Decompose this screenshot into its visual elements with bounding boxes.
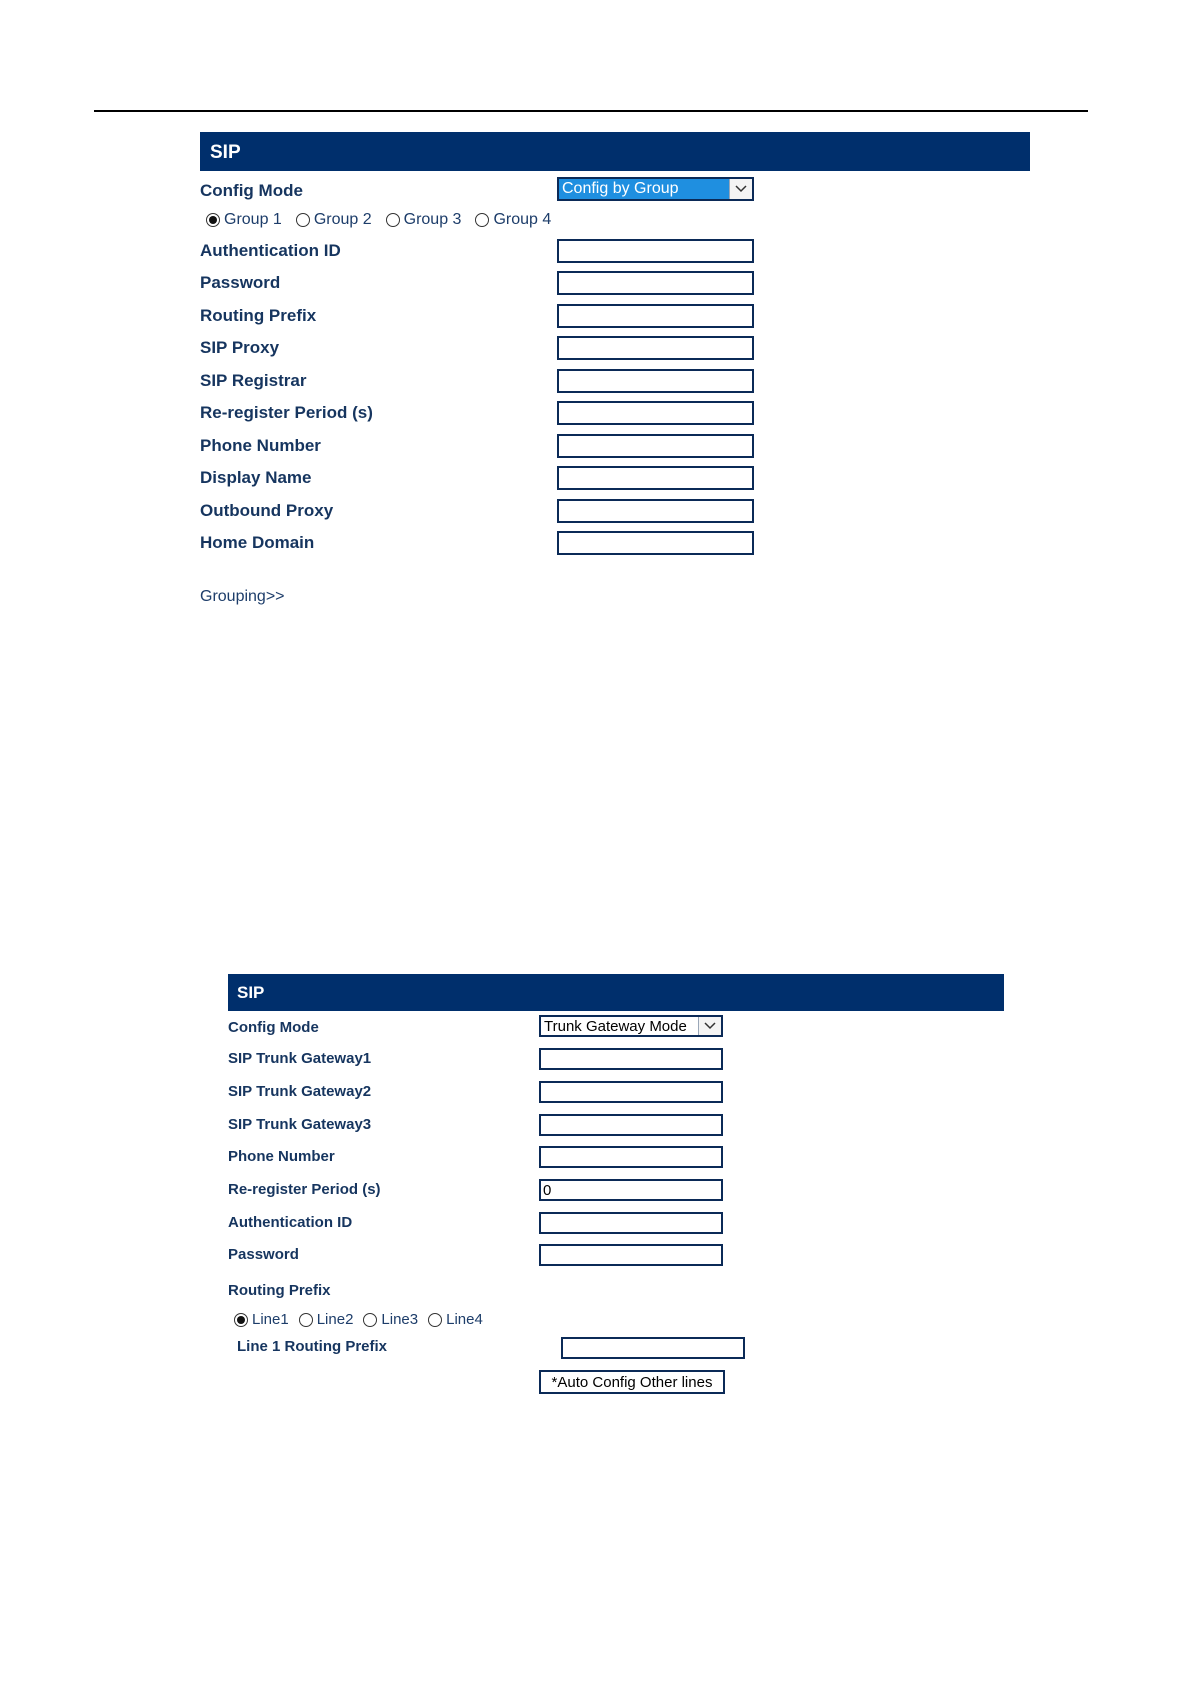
radio-circle-icon bbox=[386, 213, 400, 227]
config-mode-value: Config by Group bbox=[559, 179, 729, 199]
radio-group-1[interactable] bbox=[206, 211, 282, 229]
phone-number-input[interactable] bbox=[557, 434, 754, 458]
radio-circle-icon bbox=[428, 1313, 442, 1327]
radio-label: Group 2 bbox=[313, 211, 372, 228]
home-domain-label: Home Domain bbox=[200, 533, 315, 552]
re-register-period-s-input[interactable] bbox=[539, 1179, 723, 1201]
radio-line1[interactable] bbox=[234, 1311, 289, 1328]
re-register-period-s-input[interactable] bbox=[557, 401, 754, 425]
authentication-id-label: Authentication ID bbox=[228, 1214, 353, 1231]
page-rule bbox=[94, 110, 1088, 112]
display-name-input[interactable] bbox=[557, 466, 754, 490]
sip-trunk-gateway1-label: SIP Trunk Gateway1 bbox=[228, 1050, 372, 1067]
radio-line2[interactable] bbox=[299, 1311, 354, 1328]
sip-trunk-gateway2-label: SIP Trunk Gateway2 bbox=[228, 1083, 372, 1100]
outbound-proxy-input[interactable] bbox=[557, 499, 754, 523]
outbound-proxy-label: Outbound Proxy bbox=[200, 501, 334, 520]
radio-label: Line1 bbox=[252, 1311, 289, 1328]
phone-number-input[interactable] bbox=[539, 1146, 723, 1168]
grouping-link[interactable]: Grouping>> bbox=[200, 588, 285, 605]
radio-circle-icon bbox=[206, 213, 220, 227]
radio-label: Line4 bbox=[446, 1311, 483, 1328]
radio-circle-icon bbox=[475, 213, 489, 227]
password-input[interactable] bbox=[539, 1244, 723, 1266]
sip-registrar-label: SIP Registrar bbox=[200, 371, 307, 390]
radio-group-4[interactable] bbox=[475, 211, 551, 229]
config-mode-select[interactable] bbox=[539, 1015, 723, 1037]
password-label: Password bbox=[200, 273, 281, 292]
radio-label: Group 4 bbox=[493, 211, 552, 228]
routing-prefix-input[interactable] bbox=[557, 304, 754, 328]
password-label: Password bbox=[228, 1246, 299, 1263]
password-input[interactable] bbox=[557, 271, 754, 295]
authentication-id-input[interactable] bbox=[557, 239, 754, 263]
radio-circle-icon bbox=[363, 1313, 377, 1327]
radio-group-3[interactable] bbox=[386, 211, 462, 229]
config-mode-value: Trunk Gateway Mode bbox=[544, 1017, 687, 1035]
config-mode-label: Config Mode bbox=[200, 181, 303, 200]
radio-line4[interactable] bbox=[428, 1311, 483, 1328]
display-name-label: Display Name bbox=[200, 468, 312, 487]
radio-label: Group 1 bbox=[224, 211, 282, 228]
radio-group-2[interactable] bbox=[296, 211, 372, 229]
authentication-id-input[interactable] bbox=[539, 1212, 723, 1234]
routing-prefix-label: Routing Prefix bbox=[200, 306, 317, 325]
sip-registrar-input[interactable] bbox=[557, 369, 754, 393]
line-radio-row bbox=[234, 1311, 493, 1328]
sip-panel-group bbox=[200, 132, 1030, 612]
radio-label: Line2 bbox=[316, 1311, 354, 1328]
panel-header: SIP bbox=[228, 974, 1004, 1011]
chevron-down-icon bbox=[729, 179, 752, 199]
sip-panel-trunk bbox=[228, 974, 1004, 1394]
chevron-down-icon bbox=[698, 1017, 721, 1035]
re-register-period-s-label: Re-register Period (s) bbox=[228, 1181, 381, 1198]
sip-trunk-gateway1-input[interactable] bbox=[539, 1048, 723, 1070]
sip-trunk-gateway3-input[interactable] bbox=[539, 1114, 723, 1136]
radio-label: Group 3 bbox=[403, 211, 462, 228]
auto-config-button[interactable]: *Auto Config Other lines bbox=[539, 1370, 725, 1394]
sip-trunk-gateway2-input[interactable] bbox=[539, 1081, 723, 1103]
phone-number-label: Phone Number bbox=[200, 436, 321, 455]
line-routing-prefix-input[interactable] bbox=[561, 1337, 745, 1359]
phone-number-label: Phone Number bbox=[228, 1148, 335, 1165]
group-radio-row bbox=[206, 211, 565, 229]
radio-line3[interactable] bbox=[363, 1311, 418, 1328]
sip-trunk-gateway3-label: SIP Trunk Gateway3 bbox=[228, 1116, 372, 1133]
authentication-id-label: Authentication ID bbox=[200, 241, 341, 260]
home-domain-input[interactable] bbox=[557, 531, 754, 555]
re-register-period-s-label: Re-register Period (s) bbox=[200, 403, 373, 422]
radio-circle-icon bbox=[234, 1313, 248, 1327]
panel-header: SIP bbox=[200, 132, 1030, 171]
radio-circle-icon bbox=[299, 1313, 313, 1327]
config-mode-select[interactable] bbox=[557, 177, 754, 201]
line-routing-prefix-label: Line 1 Routing Prefix bbox=[237, 1338, 388, 1355]
radio-label: Line3 bbox=[381, 1311, 419, 1328]
config-mode-label: Config Mode bbox=[228, 1019, 319, 1036]
radio-circle-icon bbox=[296, 213, 310, 227]
routing-prefix-label: Routing Prefix bbox=[228, 1282, 331, 1299]
sip-proxy-input[interactable] bbox=[557, 336, 754, 360]
sip-proxy-label: SIP Proxy bbox=[200, 338, 280, 357]
